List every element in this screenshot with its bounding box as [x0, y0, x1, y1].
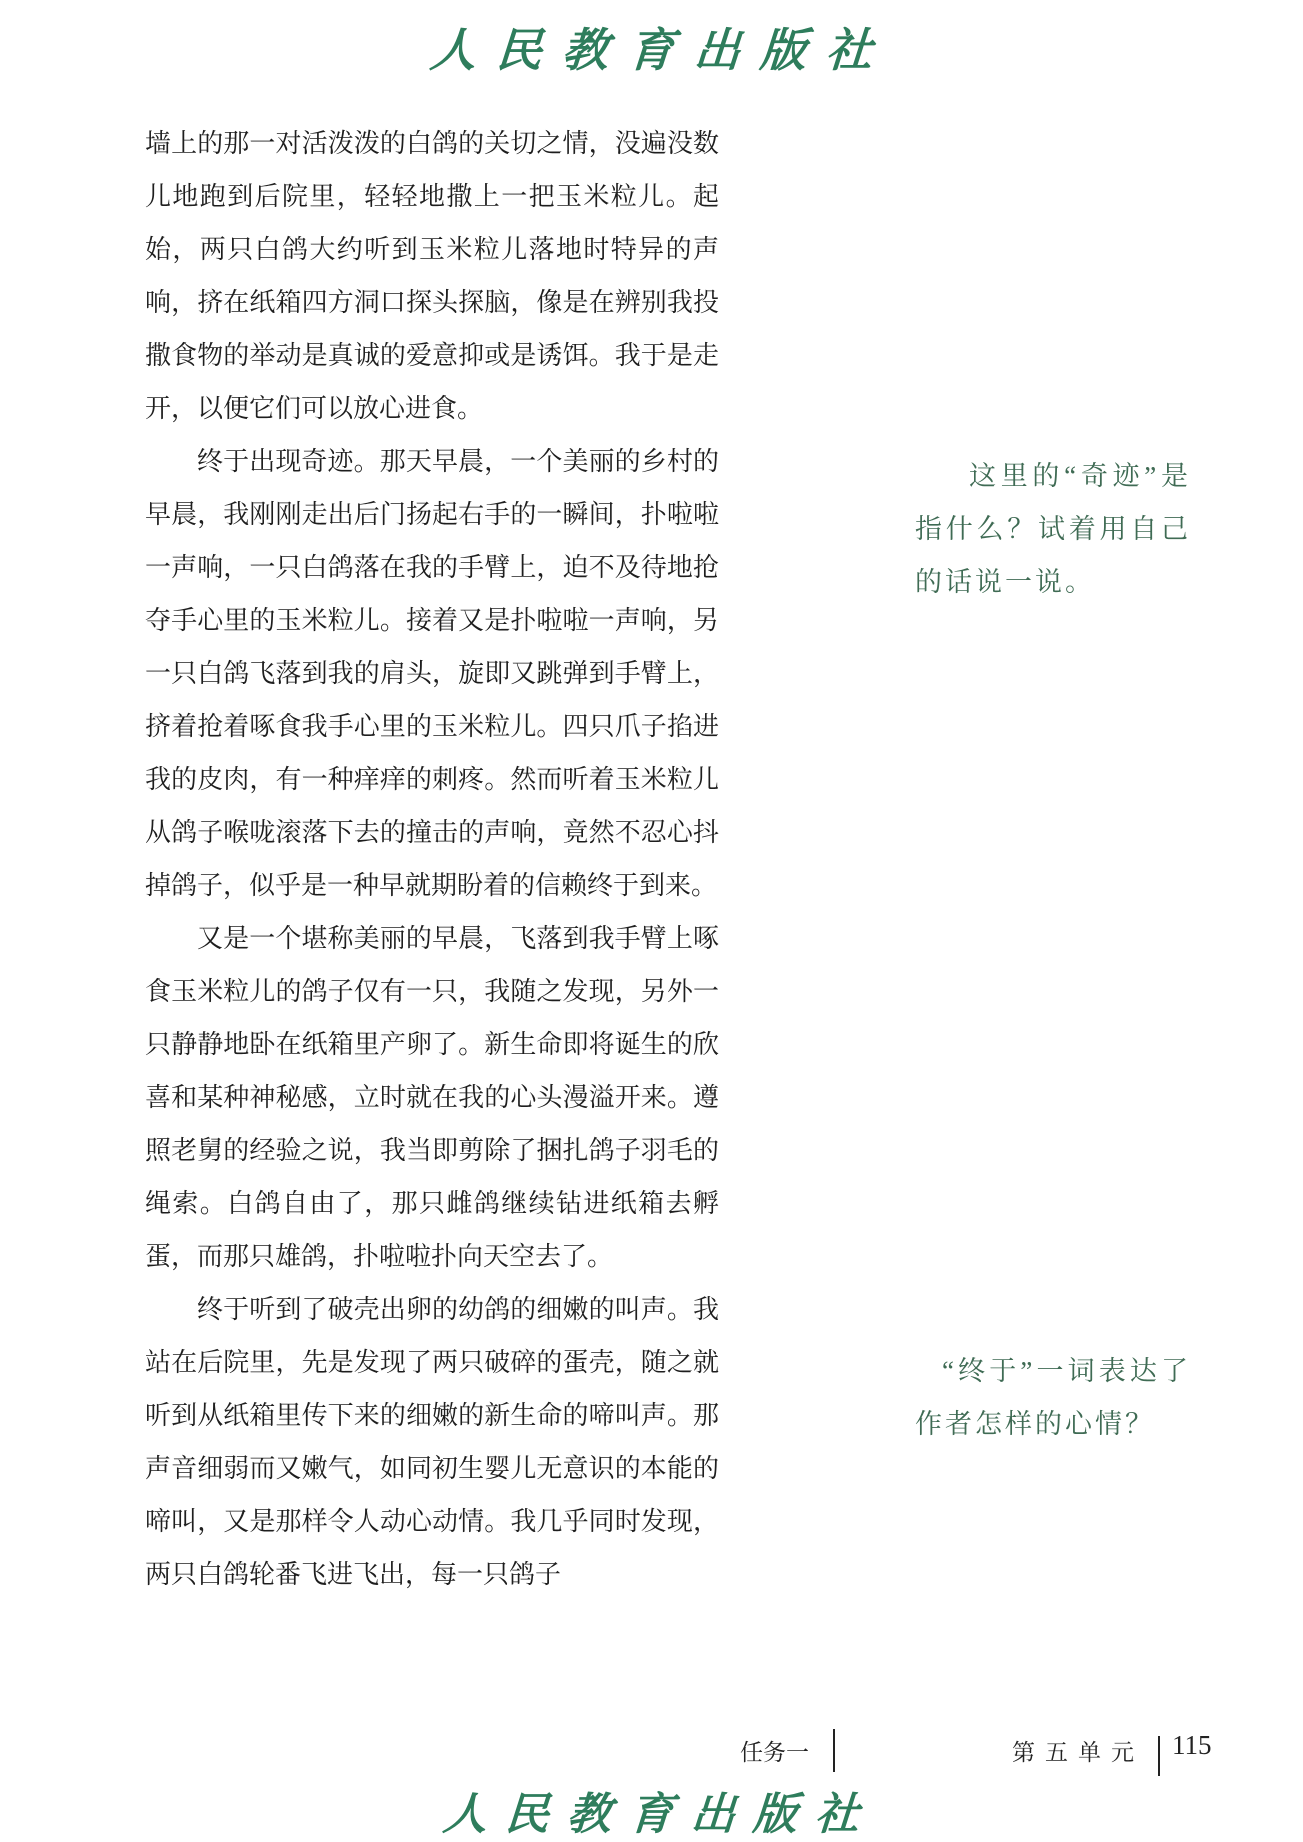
footer-unit-label: 第五单元	[1012, 1740, 1144, 1765]
body-text	[145, 117, 719, 1601]
margin-note: “终于”一词表达了作者怎样的心情？	[915, 1356, 1191, 1439]
publisher-logo-bottom: 人民教育出版社	[441, 1789, 879, 1840]
footer-page-number: 115	[1172, 1730, 1212, 1760]
footer-task-label: 任务一	[740, 1740, 809, 1765]
paragraph: 终于出现奇迹。那天早晨，一个美丽的乡村的早晨，我刚刚走出后门扬起右手的一瞬间，扑啦啦一声响，一只白鸽落在我的手臂上，迫不及待地抢夺手心里的玉米粒儿。接着又是扑啦啦一声响，另一只白鸽飞落到我的肩头，旋即又跳弹到手臂上，挤着抢着啄食我手心里的玉米粒儿。四只爪子掐进我的皮肉，有一种痒痒的刺疼。然而听着玉米粒儿从鸽子喉咙滚落下去的撞击的声响，竟然不忍心抖掉鸽子，似乎是一种早就期盼着的信赖终于到来。	[145, 447, 719, 900]
paragraph: 又是一个堪称美丽的早晨，飞落到我手臂上啄食玉米粒儿的鸽子仅有一只，我随之发现，另外一只静静地卧在纸箱里产卵了。新生命即将诞生的欣喜和某种神秘感，立时就在我的心头漫溢开来。遵照老舅的经验之说，我当即剪除了捆扎鸽子羽毛的绳索。白鸽自由了，那只雌鸽继续钻进纸箱去孵蛋，而那只雄鸽，扑啦啦扑向天空去了。	[145, 924, 719, 1271]
paragraph: 墙上的那一对活泼泼的白鸽的关切之情，没遍没数儿地跑到后院里，轻轻地撒上一把玉米粒儿。起始，两只白鸽大约听到玉米粒儿落地时特异的声响，挤在纸箱四方洞口探头探脑，像是在辨别我投撒食物的举动是真诚的爱意抑或是诱饵。我于是走开，以便它们可以放心进食。	[145, 129, 719, 423]
footer-divider	[1158, 1736, 1160, 1776]
margin-note: 这里的“奇迹”是指什么？试着用自己的话说一说。	[915, 461, 1191, 597]
paragraph: 终于听到了破壳出卵的幼鸽的细嫩的叫声。我站在后院里，先是发现了两只破碎的蛋壳，随之就听到从纸箱里传下来的细嫩的新生命的啼叫声。那声音细弱而又嫩气，如同初生婴儿无意识的本能的啼叫，又是那样令人动心动情。我几乎同时发现，两只白鸽轮番飞进飞出，每一只鸽子	[145, 1295, 719, 1589]
publisher-logo-top: 人民教育出版社	[428, 23, 895, 77]
footer-divider	[833, 1729, 835, 1772]
